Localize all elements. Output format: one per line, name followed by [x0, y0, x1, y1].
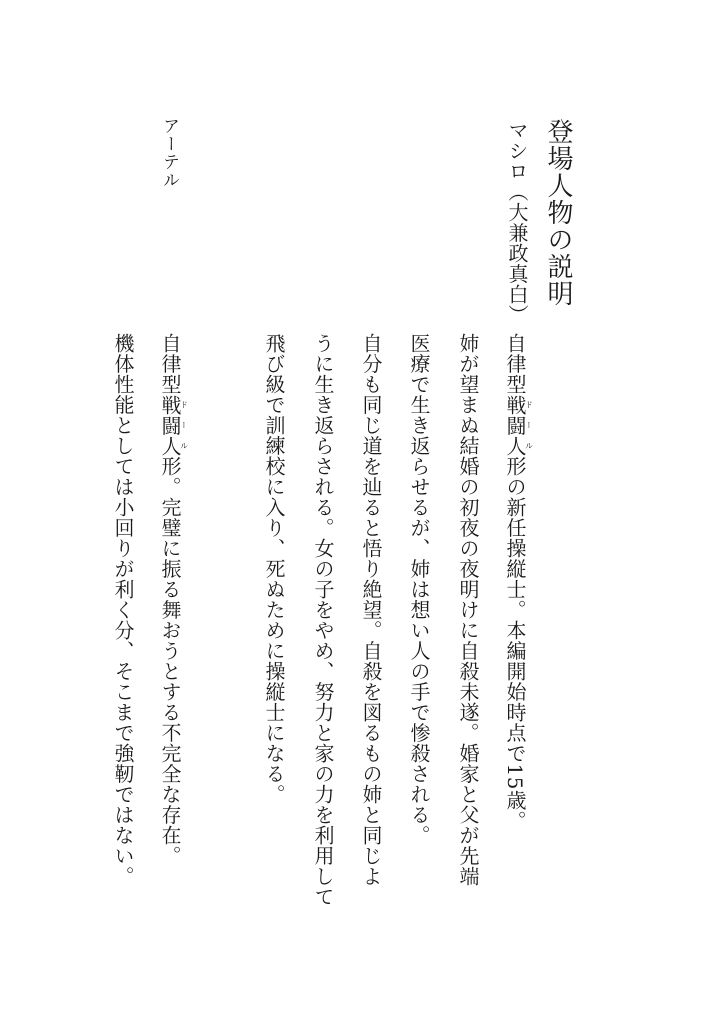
line-text-post: 形の新任操縦士。本編開始時点で15歳。 [503, 456, 527, 831]
description-line: 医療で生き返らせるが、姉は想い人の手で惨殺される。 [407, 333, 431, 846]
character-name-ater: アーテル [159, 117, 179, 189]
page-title: 登場人物の説明 [543, 118, 573, 307]
description-line [160, 333, 188, 866]
description-line: 飛び級で訓練校に入り、死ぬために操縦士になる。 [262, 333, 286, 805]
description-line: 自分も同じ道を辿ると悟り絶望。自殺を図るもの姉と同じよ [359, 333, 383, 887]
description-line: うに生き返らされる。女の子をやめ、努力と家の力を利用して [311, 333, 335, 907]
ruby-annotated-word: 戦ド闘ー人ル [503, 394, 534, 456]
description-line [505, 333, 533, 831]
character-name-mashiro: マシロ（大兼政真白） [505, 120, 529, 325]
description-line: 姉が望まぬ結婚の初夜の夜明けに自殺未遂。婚家と父が先端 [456, 333, 480, 887]
ruby-annotated-word: 戦ド闘ー人ル [158, 394, 189, 456]
line-text-pre: 自律型 [158, 333, 182, 395]
line-text-post: 形。完璧に振る舞おうとする不完全な存在。 [158, 456, 182, 866]
line-text-pre: 自律型 [503, 333, 527, 395]
description-line: 機体性能としては小回りが利く分、そこまで強靭ではない。 [111, 333, 135, 887]
